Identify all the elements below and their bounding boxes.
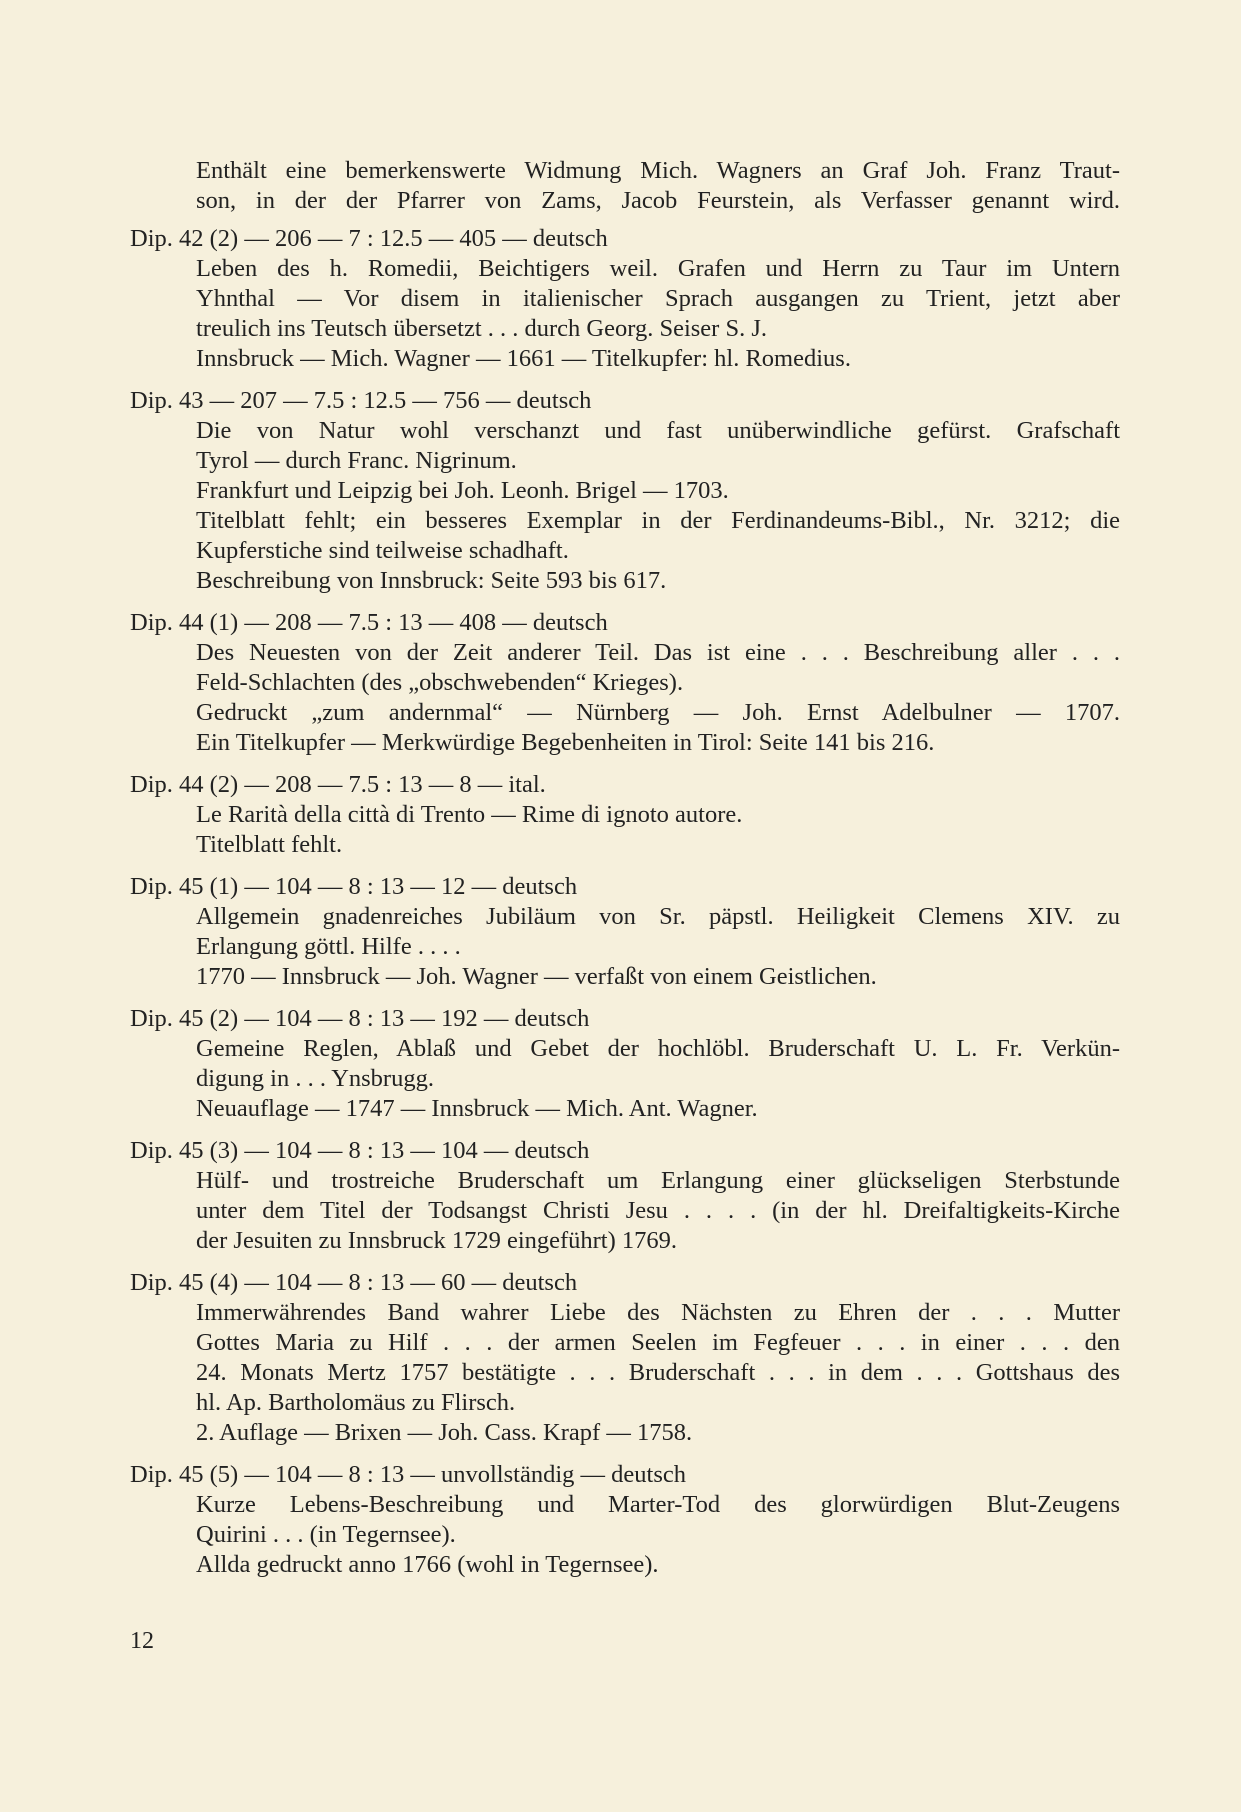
entry-line: Neuauflage — 1747 — Innsbruck — Mich. Ant. Wagner.	[196, 1095, 758, 1122]
intro-line: Enthält eine bemerkenswerte Widmung Mich. Wagners an Graf Joh. Franz Traut-	[196, 157, 1120, 184]
entry-line: Feld-Schlachten (des „obschwebenden“ Krieges).	[196, 669, 684, 696]
entry-line: Gemeine Reglen, Ablaß und Gebet der hochlöbl. Bruderschaft U. L. Fr. Verkün-	[196, 1035, 1120, 1062]
entry-line: Die von Natur wohl verschanzt und fast unüberwindliche gefürst. Grafschaft	[196, 417, 1120, 444]
intro-paragraph	[196, 156, 1120, 216]
entry-description	[196, 1490, 1120, 1580]
entry-description	[196, 254, 1120, 374]
entry-line: Erlangung göttl. Hilfe . . . .	[196, 933, 461, 960]
entry-description	[196, 800, 1120, 860]
entry-line: Kupferstiche sind teilweise schadhaft.	[196, 537, 569, 564]
entry-description	[196, 1166, 1120, 1256]
entry-line: Titelblatt fehlt; ein besseres Exemplar in der Ferdinandeums-Bibl., Nr. 3212; die	[196, 507, 1120, 534]
entry-line: 2. Auflage — Brixen — Joh. Cass. Krapf — 1758.	[196, 1419, 693, 1446]
entry-line: der Jesuiten zu Innsbruck 1729 eingeführt) 1769.	[196, 1227, 678, 1254]
entry-description	[196, 1034, 1120, 1124]
entry-line: Le Rarità della città di Trento — Rime di ignoto autore.	[196, 801, 743, 828]
entry-line: Quirini . . . (in Tegernsee).	[196, 1521, 456, 1548]
catalog-entry	[130, 386, 1120, 596]
entry-line: treulich ins Teutsch übersetzt . . . durch Georg. Seiser S. J.	[196, 315, 767, 342]
entry-line: Frankfurt und Leipzig bei Joh. Leonh. Brigel — 1703.	[196, 477, 729, 504]
entry-line: 1770 — Innsbruck — Joh. Wagner — verfaßt von einem Geistlichen.	[196, 963, 877, 990]
entry-line: Yhnthal — Vor disem in italienischer Sprach ausgangen zu Trient, jetzt aber	[196, 285, 1120, 312]
entry-line: Innsbruck — Mich. Wagner — 1661 — Titelkupfer: hl. Romedius.	[196, 345, 851, 372]
entry-line: Allgemein gnadenreiches Jubiläum von Sr. päpstl. Heiligkeit Clemens XIV. zu	[196, 903, 1120, 930]
page-number: 12	[130, 1628, 154, 1654]
entry-heading: Dip. 45 (1) — 104 — 8 : 13 — 12 — deutsch	[130, 873, 578, 900]
intro-line: son, in der der Pfarrer von Zams, Jacob Feurstein, als Verfasser genannt wird.	[196, 187, 1120, 214]
entry-heading: Dip. 44 (2) — 208 — 7.5 : 13 — 8 — ital.	[130, 771, 546, 798]
entry-line: Ein Titelkupfer — Merkwürdige Begebenheiten in Tirol: Seite 141 bis 216.	[196, 729, 935, 756]
entry-heading: Dip. 45 (2) — 104 — 8 : 13 — 192 — deutsch	[130, 1005, 590, 1032]
page-content	[130, 156, 1120, 1592]
entry-line: Leben des h. Romedii, Beichtigers weil. Grafen und Herrn zu Taur im Untern	[196, 255, 1120, 282]
entry-heading: Dip. 43 — 207 — 7.5 : 12.5 — 756 — deutsch	[130, 387, 592, 414]
entry-description	[196, 1298, 1120, 1448]
entry-line: Allda gedruckt anno 1766 (wohl in Tegernsee).	[196, 1551, 659, 1578]
entry-description	[196, 902, 1120, 992]
entry-heading: Dip. 45 (3) — 104 — 8 : 13 — 104 — deutsch	[130, 1137, 590, 1164]
entry-line: Tyrol — durch Franc. Nigrinum.	[196, 447, 517, 474]
entry-line: Des Neuesten von der Zeit anderer Teil. Das ist eine . . . Beschreibung aller . . .	[196, 639, 1120, 666]
entry-line: hl. Ap. Bartholomäus zu Flirsch.	[196, 1389, 516, 1416]
entry-list	[130, 224, 1120, 1580]
entry-line: Gedruckt „zum andernmal“ — Nürnberg — Joh. Ernst Adelbulner — 1707.	[196, 699, 1120, 726]
entry-line: unter dem Titel der Todsangst Christi Jesu . . . . (in der hl. Dreifaltigkeits-Kirche	[196, 1197, 1120, 1224]
entry-line: Immerwährendes Band wahrer Liebe des Nächsten zu Ehren der . . . Mutter	[196, 1299, 1120, 1326]
catalog-entry	[130, 872, 1120, 992]
entry-heading: Dip. 42 (2) — 206 — 7 : 12.5 — 405 — deutsch	[130, 225, 608, 252]
catalog-entry	[130, 608, 1120, 758]
catalog-entry	[130, 1460, 1120, 1580]
entry-line: Hülf- und trostreiche Bruderschaft um Erlangung einer glückseligen Sterbstunde	[196, 1167, 1120, 1194]
entry-heading: Dip. 44 (1) — 208 — 7.5 : 13 — 408 — deutsch	[130, 609, 608, 636]
entry-description	[196, 638, 1120, 758]
catalog-entry	[130, 770, 1120, 860]
entry-line: Gottes Maria zu Hilf . . . der armen Seelen im Fegfeuer . . . in einer . . . den	[196, 1329, 1120, 1356]
entry-heading: Dip. 45 (4) — 104 — 8 : 13 — 60 — deutsch	[130, 1269, 578, 1296]
entry-line: 24. Monats Mertz 1757 bestätigte . . . Bruderschaft . . . in dem . . . Gottshaus des	[196, 1359, 1120, 1386]
entry-description	[196, 416, 1120, 596]
entry-line: Titelblatt fehlt.	[196, 831, 343, 858]
entry-line: Kurze Lebens-Beschreibung und Marter-Tod des glorwürdigen Blut-Zeugens	[196, 1491, 1120, 1518]
catalog-entry	[130, 1004, 1120, 1124]
entry-line: digung in . . . Ynsbrugg.	[196, 1065, 434, 1092]
catalog-entry	[130, 1268, 1120, 1448]
catalog-entry	[130, 1136, 1120, 1256]
entry-line: Beschreibung von Innsbruck: Seite 593 bis 617.	[196, 567, 667, 594]
catalog-entry	[130, 224, 1120, 374]
entry-heading: Dip. 45 (5) — 104 — 8 : 13 — unvollständig — deutsch	[130, 1461, 686, 1488]
